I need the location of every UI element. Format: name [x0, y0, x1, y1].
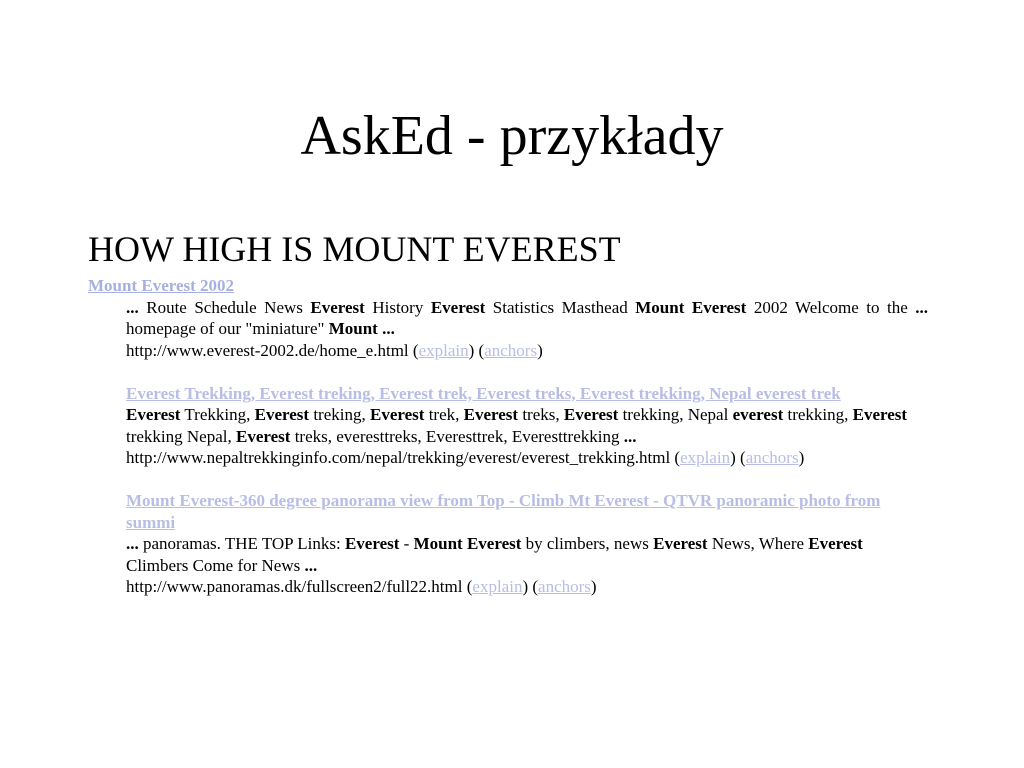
snippet-text: Climbers Come for News [126, 555, 305, 575]
result-snippet [126, 404, 928, 447]
result-url-line: http://www.panoramas.dk/fullscreen2/full22.html (explain) (anchors) [126, 577, 597, 596]
anchors-link[interactable]: anchors [484, 340, 538, 360]
snippet-highlight: Everest [653, 534, 708, 553]
result-snippet [126, 533, 928, 576]
snippet-text: Trekking, [180, 405, 255, 424]
snippet-highlight: Everest [254, 405, 310, 424]
snippet-highlight: Everest [430, 297, 486, 317]
snippet-text: trekking, [783, 405, 853, 424]
snippet-text: trekking, Nepal [618, 405, 733, 424]
snippet-highlight: ... [126, 297, 139, 317]
slide-title: AskEd - przykłady [300, 105, 724, 167]
snippet-text: - [399, 534, 414, 553]
snippet-highlight: Everest [310, 297, 365, 317]
result-snippet [126, 297, 928, 340]
snippet-highlight: Everest [808, 534, 863, 553]
result-title-link[interactable]: Mount Everest-360 degree panorama view from Top - Climb Mt Everest - QTVR panoramic photo from summi [126, 491, 881, 532]
snippet-text: panoramas. THE TOP Links: [138, 534, 345, 553]
explain-link[interactable]: explain [418, 340, 469, 360]
snippet-text: by climbers, news [521, 534, 654, 553]
search-result [88, 275, 928, 361]
snippet-highlight: Everest [463, 405, 519, 424]
snippet-text: 2002 Welcome to the [746, 297, 916, 317]
snippet-text: Route Schedule News [138, 297, 311, 317]
snippet-text: treks, everesttreks, Everesttrek, Everesttrekking [290, 426, 624, 446]
snippet-highlight: Mount ... [328, 319, 395, 338]
snippet-highlight: Mount Everest [635, 297, 747, 317]
snippet-highlight: Everest [126, 405, 181, 424]
snippet-text: History [364, 297, 431, 317]
snippet-highlight: Everest [344, 534, 400, 553]
result-body [126, 404, 928, 469]
snippet-highlight: Everest [236, 426, 291, 446]
snippet-text: News, Where [707, 534, 809, 553]
snippet-text: treking, [309, 405, 370, 424]
result-body [126, 533, 928, 598]
snippet-text: Statistics Masthead [485, 297, 636, 317]
snippet-text: trek, [424, 405, 464, 424]
anchors-link[interactable]: anchors [745, 448, 799, 467]
result-url: http://www.everest-2002.de/home_e.html [126, 340, 409, 360]
snippet-highlight: Everest [369, 405, 425, 424]
result-url-line: http://www.everest-2002.de/home_e.html (explain) (anchors) [126, 340, 543, 360]
snippet-highlight: ... [126, 534, 139, 553]
result-title-link[interactable]: Mount Everest 2002 [88, 276, 235, 295]
search-results [88, 275, 928, 598]
result-title-link[interactable]: Everest Trekking, Everest treking, Everest trek, Everest treks, Everest trekking, Nepal everest trek [126, 383, 841, 403]
search-query: HOW HIGH IS MOUNT EVEREST [88, 229, 621, 269]
result-url: http://www.nepaltrekkinginfo.com/nepal/trekking/everest/everest_trekking.html [126, 448, 671, 467]
snippet-highlight: ... [623, 426, 637, 446]
snippet-text: homepage of our "miniature" [126, 319, 329, 338]
explain-link[interactable]: explain [680, 448, 731, 467]
anchors-link[interactable]: anchors [538, 577, 591, 596]
snippet-highlight: Mount Everest [413, 534, 522, 553]
result-body [126, 297, 928, 362]
snippet-text: treks, [518, 405, 564, 424]
snippet-text: trekking Nepal, [126, 426, 236, 446]
snippet-highlight: Everest [563, 405, 619, 424]
snippet-highlight: ... [304, 555, 318, 575]
snippet-highlight: ... [915, 297, 929, 317]
search-result [126, 490, 928, 598]
snippet-highlight: everest [732, 405, 784, 424]
explain-link[interactable]: explain [472, 577, 523, 596]
result-url-line: http://www.nepaltrekkinginfo.com/nepal/trekking/everest/everest_trekking.html (explain) (anchors) [126, 448, 805, 467]
snippet-highlight: Everest [852, 405, 908, 424]
result-url: http://www.panoramas.dk/fullscreen2/full22.html [126, 577, 463, 596]
search-result [126, 383, 928, 469]
